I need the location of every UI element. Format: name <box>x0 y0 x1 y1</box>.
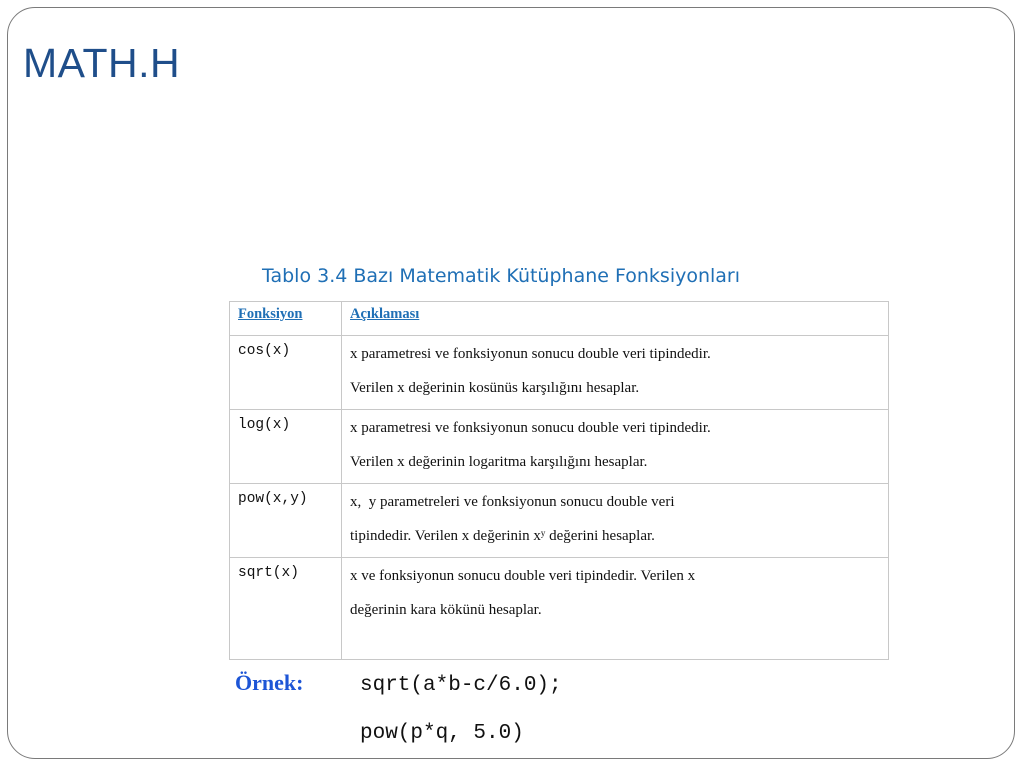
function-cell <box>230 336 342 410</box>
description-cell <box>342 336 889 410</box>
function-name: pow(x,y) <box>238 491 308 507</box>
example-label: Örnek: <box>235 670 304 695</box>
function-description: x parametresi ve fonksiyonun sonucu double veri tipindedir. Verilen x değerinin kosünüs karşılığını hesaplar. <box>350 346 711 396</box>
table-header-row <box>230 302 889 336</box>
header-function-label: Fonksiyon <box>238 306 303 322</box>
header-cell-description <box>342 302 889 336</box>
slide-title: MATH.H <box>23 40 181 86</box>
description-cell <box>342 484 889 558</box>
table-row <box>230 484 889 558</box>
table-row <box>230 336 889 410</box>
table-row <box>230 558 889 660</box>
example-code-line: pow(p*q, 5.0) <box>360 722 524 745</box>
function-description: x ve fonksiyonun sonucu double veri tipindedir. Verilen x değerinin kara kökünü hesaplar. <box>350 568 696 618</box>
function-name: cos(x) <box>238 343 291 359</box>
header-cell-function <box>230 302 342 336</box>
function-cell <box>230 558 342 660</box>
table-caption: Tablo 3.4 Bazı Matematik Kütüphane Fonksiyonları <box>262 265 741 287</box>
function-name: log(x) <box>238 417 291 433</box>
header-description-label: Açıklaması <box>350 306 420 322</box>
function-description: x parametresi ve fonksiyonun sonucu double veri tipindedir. Verilen x değerinin logaritma karşılığını hesaplar. <box>350 420 711 470</box>
example-code-line: sqrt(a*b-c/6.0); <box>360 674 562 697</box>
description-cell <box>342 410 889 484</box>
function-description: x, y parametreleri ve fonksiyonun sonucu double veri tipindedir. Verilen x değerinin xʸ değerini hesaplar. <box>350 494 675 544</box>
function-cell <box>230 484 342 558</box>
function-cell <box>230 410 342 484</box>
description-cell <box>342 558 889 660</box>
math-functions-table <box>229 301 889 660</box>
table-row <box>230 410 889 484</box>
function-name: sqrt(x) <box>238 565 299 581</box>
